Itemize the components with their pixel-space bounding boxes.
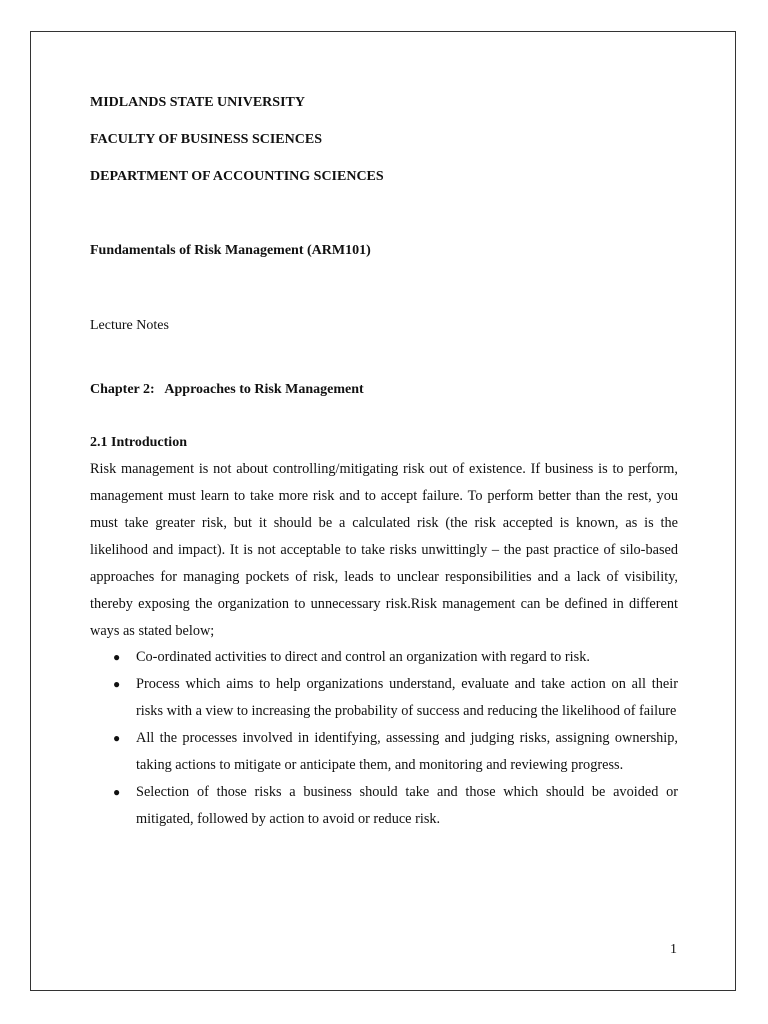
university-name: MIDLANDS STATE UNIVERSITY	[90, 95, 305, 110]
faculty-name: FACULTY OF BUSINESS SCIENCES	[90, 132, 322, 147]
list-item-text: Co-ordinated activities to direct and control an organization with regard to risk.	[136, 649, 590, 665]
list-item-text: Selection of those risks a business should take and those which should be avoided or mitigated, followed by action to avoid or reduce risk.	[136, 784, 678, 827]
page-number: 1	[670, 942, 677, 957]
document-page	[30, 31, 736, 991]
bullet-icon: ●	[113, 731, 121, 745]
section-heading: 2.1 Introduction	[90, 435, 187, 450]
list-item	[90, 779, 678, 833]
list-item-text: Process which aims to help organizations understand, evaluate and take action on all their risks with a view to increasing the probability of success and reducing the likelihood of failure	[136, 676, 678, 719]
document-type: Lecture Notes	[90, 318, 169, 333]
bullet-icon: ●	[113, 785, 121, 799]
list-item-text: All the processes involved in identifying, assessing and judging risks, assigning ownership, taking actions to mitigate or anticipate them, and monitoring and reviewing progress.	[136, 730, 678, 773]
list-item	[90, 644, 678, 671]
section-body-paragraph: Risk management is not about controlling/mitigating risk out of existence. If business is to perform, management must learn to take more risk and to accept failure. To perform better than the rest, you must take greater risk, but it should be a calculated risk (the risk accepted is known, as is the likelihood and impact). It is not acceptable to take risks unwittingly – the past practice of silo-based approaches for managing pockets of risk, leads to unclear responsibilities and a lack of visibility, thereby exposing the organization to unnecessary risk.Risk management can be defined in different ways as stated below;	[90, 461, 678, 639]
department-name: DEPARTMENT OF ACCOUNTING SCIENCES	[90, 169, 384, 184]
course-title: Fundamentals of Risk Management (ARM101)	[90, 243, 371, 258]
bullet-icon: ●	[113, 677, 121, 691]
list-item	[90, 671, 678, 725]
bullet-icon: ●	[113, 650, 121, 664]
definitions-list	[90, 644, 678, 833]
list-item	[90, 725, 678, 779]
chapter-title: Chapter 2: Approaches to Risk Management	[90, 382, 364, 397]
